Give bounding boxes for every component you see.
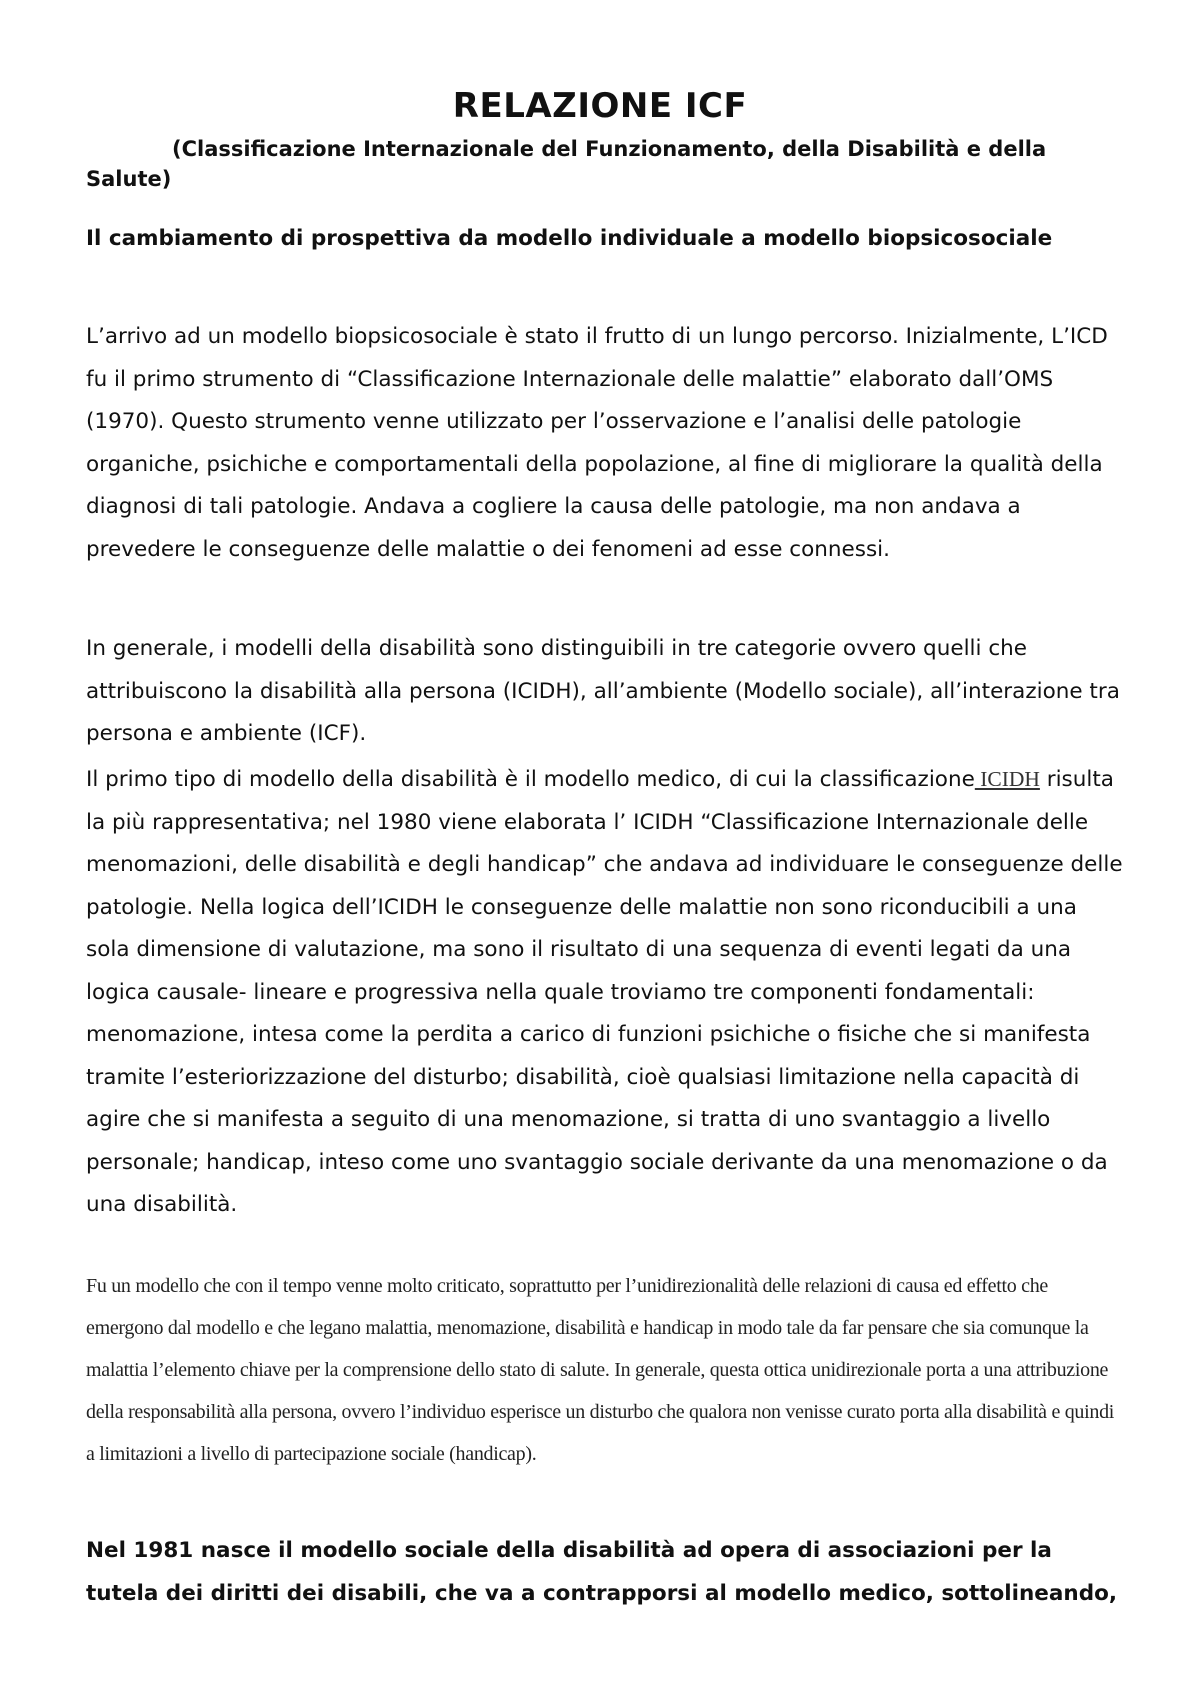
paragraph-medical-model-rest: risulta la più rappresentativa; nel 1980 viene elaborata l’ ICIDH “Classificazione Internazionale delle menomazioni, delle disabilità e degli handicap” che andava ad individuare le conseguenze delle patologie. Nella logica dell’ICIDH le conseguenze delle malattie non sono riconducibili a una sola dimensione di valutazione, ma sono il risultato di una sequenza di eventi legati da una logica causale- lineare e progressiva nella quale troviamo tre componenti fondamentali: menomazione, intesa come la perdita a carico di funzioni psichiche o fisiche che si manifesta tramite l’esteriorizzazione del disturbo; disabilità, cioè qualsiasi limitazione nella capacità di agire che si manifesta a seguito di una menomazione, si tratta di uno svantaggio a livello personale; handicap, inteso come uno svantaggio sociale derivante da una menomazione o da una disabilità. xyxy=(86,767,1123,1217)
paragraph-social-model: Nel 1981 nasce il modello sociale della disabilità ad opera di associazioni per la tutela dei diritti dei disabili, che va a contrapporsi al modello medico, sottolineando, xyxy=(86,1538,1118,1606)
paragraph-medical-model xyxy=(86,758,1126,1227)
section-heading: Il cambiamento di prospettiva da modello individuale a modello biopsicosociale xyxy=(86,226,1053,251)
document-title: RELAZIONE ICF xyxy=(452,86,748,126)
paragraph-criticism: Fu un modello che con il tempo venne molto criticato, soprattutto per l’unidirezionalità delle relazioni di causa ed effetto che emergono dal modello e che legano malattia, menomazione, disabilità e handicap in modo tale da far pensare che sia comunque la malattia l’elemento chiave per la comprensione dello stato di salute. In generale, questa ottica unidirezionale porta a una attribuzione della responsabilità alla persona, ovvero l’individuo esperisce un disturbo che qualora non venisse curato porta alla disabilità e quindi a limitazioni a livello di partecipazione sociale (handicap). xyxy=(86,1275,1115,1465)
document-subtitle: (Classificazione Internazionale del Funzionamento, della Disabilità e della Salute) xyxy=(86,137,1047,191)
icidh-link[interactable]: ICIDH xyxy=(974,767,1040,791)
paragraph-icd: L’arrivo ad un modello biopsicosociale è stato il frutto di un lungo percorso. Inizialmente, L’ICD fu il primo strumento di “Classificazione Internazionale delle malattie” elaborato dall’OMS (1970). Questo strumento venne utilizzato per l’osservazione e l’analisi delle patologie organiche, psichiche e comportamentali della popolazione, al fine di migliorare la qualità della diagnosi di tali patologie. Andava a cogliere la causa delle patologie, ma non andava a prevedere le conseguenze delle malattie o dei fenomeni ad esse connessi. xyxy=(86,324,1108,562)
paragraph-medical-model-start: Il primo tipo di modello della disabilità è il modello medico, di cui la classificazione xyxy=(86,767,975,792)
paragraph-models: In generale, i modelli della disabilità sono distinguibili in tre categorie ovvero quelli che attribuiscono la disabilità alla persona (ICIDH), all’ambiente (Modello sociale), all’interazione tra persona e ambiente (ICF). xyxy=(86,636,1120,746)
